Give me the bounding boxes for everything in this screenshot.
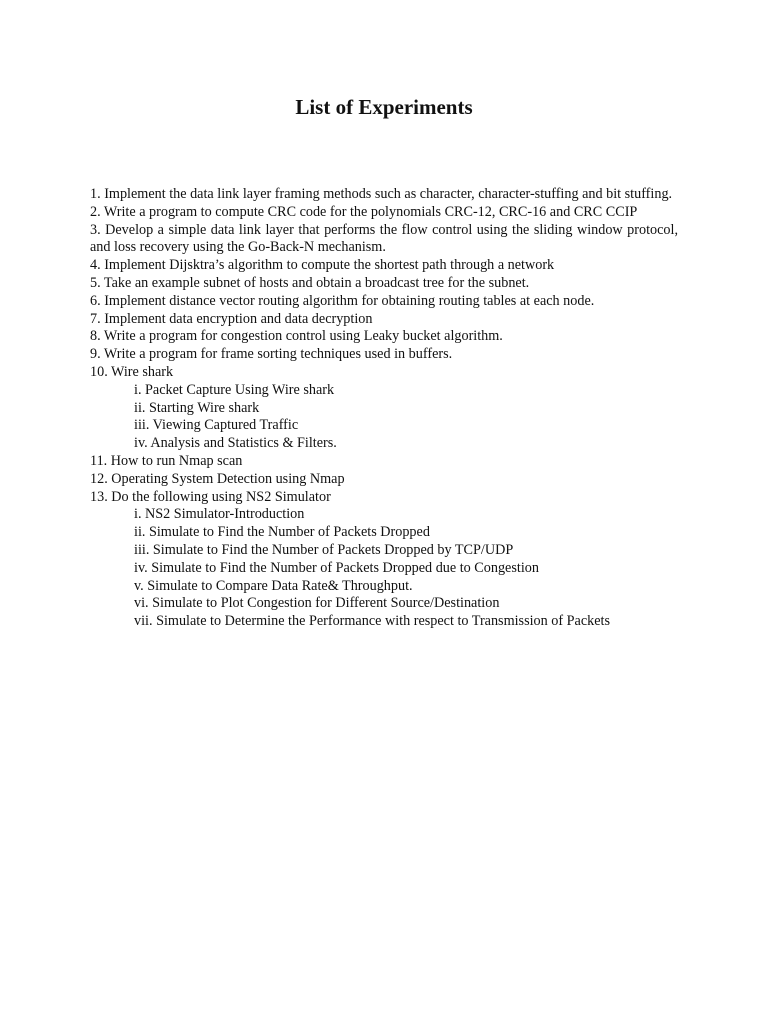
experiment-item-4: 4. Implement Dijsktra’s algorithm to compute the shortest path through a network [90,257,555,274]
experiment-item-8: 8. Write a program for congestion control using Leaky bucket algorithm. [90,328,503,345]
page-title: List of Experiments [295,95,473,119]
ns2-sub-item-7: vii. Simulate to Determine the Performance with respect to Transmission of Packets [134,613,610,630]
experiment-item-3: 3. Develop a simple data link layer that performs the flow control using the sliding window protocol, and loss recovery using the Go-Back-N mechanism. [90,221,678,256]
wireshark-sub-list [90,382,678,453]
experiment-item-10-label: 10. Wire shark [90,363,174,380]
experiment-item-9: 9. Write a program for frame sorting techniques used in buffers. [90,346,453,363]
wireshark-sub-item-4: iv. Analysis and Statistics & Filters. [134,435,337,452]
experiment-item-10 [90,364,678,453]
experiment-item-2: 2. Write a program to compute CRC code for the polynomials CRC-12, CRC-16 and CRC CCIP [90,203,638,220]
ns2-sub-item-3: iii. Simulate to Find the Number of Packets Dropped by TCP/UDP [134,541,514,558]
wireshark-sub-item-3: iii. Viewing Captured Traffic [134,417,299,434]
experiment-item-7: 7. Implement data encryption and data decryption [90,310,373,327]
ns2-sub-item-1: i. NS2 Simulator-Introduction [134,506,305,523]
experiment-item-13 [90,489,678,631]
ns2-sub-item-2: ii. Simulate to Find the Number of Packets Dropped [134,524,430,541]
experiment-item-11: 11. How to run Nmap scan [90,452,243,469]
wireshark-sub-item-2: ii. Starting Wire shark [134,399,260,416]
wireshark-sub-item-1: i. Packet Capture Using Wire shark [134,381,335,398]
ns2-sub-list [90,506,678,631]
experiment-list [90,186,678,631]
experiment-item-12: 12. Operating System Detection using Nmap [90,470,345,487]
experiment-item-1: 1. Implement the data link layer framing methods such as character, character-stuffing and bit stuffing. [90,186,673,202]
ns2-sub-item-6: vi. Simulate to Plot Congestion for Different Source/Destination [134,595,500,612]
ns2-sub-item-5: v. Simulate to Compare Data Rate& Throughput. [134,577,413,594]
experiment-item-13-label: 13. Do the following using NS2 Simulator [90,488,331,505]
ns2-sub-item-4: iv. Simulate to Find the Number of Packets Dropped due to Congestion [134,559,539,576]
experiment-item-5: 5. Take an example subnet of hosts and obtain a broadcast tree for the subnet. [90,274,530,291]
experiment-item-6: 6. Implement distance vector routing algorithm for obtaining routing tables at each node. [90,292,595,309]
